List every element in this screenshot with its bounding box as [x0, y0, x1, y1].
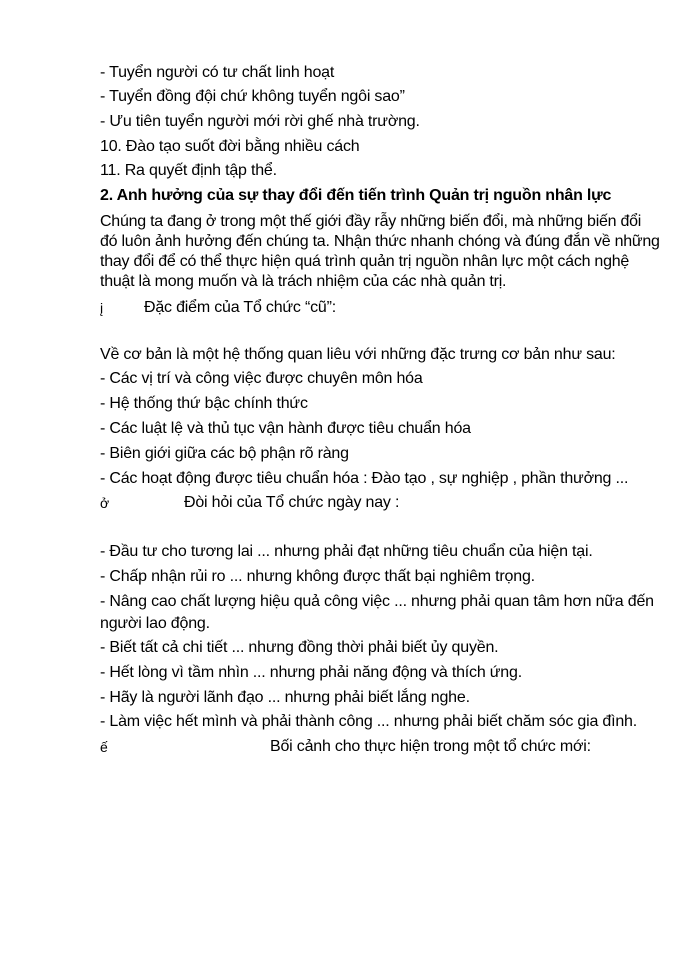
subsection-title: Đòi hỏi của Tổ chức ngày nay : [184, 494, 400, 511]
subsection-title: Đặc điểm của Tổ chức “cũ”: [144, 299, 336, 316]
list-item: - Tuyển đồng đội chứ không tuyển ngôi sao” [100, 88, 405, 105]
subsection-title: Bối cảnh cho thực hiện trong một tổ chức mới: [270, 738, 591, 755]
list-item: - Nâng cao chất lượng hiệu quả công việc ... nhưng phải quan tâm hơn nữa đến [100, 593, 654, 610]
list-item: - Biên giới giữa các bộ phận rõ ràng [100, 445, 349, 462]
bullet-marker-icon: ở [100, 495, 110, 511]
paragraph-line: thay đổi để có thể thực hiện quá trình quản trị nguồn nhân lực một cách nghệ [100, 253, 630, 270]
list-item: - Làm việc hết mình và phải thành công ... nhưng phải biết chăm sóc gia đình. [100, 713, 637, 730]
section-heading: 2. Anh hưởng của sự thay đổi đến tiến trình Quản trị nguồn nhân lực [100, 187, 612, 204]
list-item: - Hệ thống thứ bậc chính thức [100, 395, 308, 412]
list-item: - Hãy là người lãnh đạo ... nhưng phải biết lắng nghe. [100, 689, 470, 706]
list-item: - Các hoạt động được tiêu chuẩn hóa : Đào tạo , sự nghiệp , phần thưởng ... [100, 470, 629, 487]
intro-paragraph [100, 212, 700, 292]
list-item: - Ưu tiên tuyển người mới rời ghế nhà trường. [100, 113, 420, 130]
list-item-continuation: người lao động. [100, 615, 210, 632]
bullet-marker-icon: ế [100, 739, 108, 755]
paragraph-line: thuật là mong muốn và là trách nhiệm của các nhà quản trị. [100, 273, 507, 290]
paragraph-line: Chúng ta đang ở trong một thế giới đầy rẫy những biến đổi, mà những biến đổi [100, 213, 642, 230]
bullet-marker-icon: į [100, 300, 104, 316]
numbered-item: 10. Đào tạo suốt đời bằng nhiều cách [100, 138, 360, 155]
list-item: - Tuyển người có tư chất linh hoạt [100, 64, 335, 81]
list-item: - Các luật lệ và thủ tục vận hành được tiêu chuẩn hóa [100, 420, 471, 437]
subsection-intro: Về cơ bản là một hệ thống quan liêu với những đặc trưng cơ bản như sau: [100, 346, 616, 363]
list-item: - Chấp nhận rủi ro ... nhưng không được thất bại nghiêm trọng. [100, 568, 535, 585]
list-item: - Các vị trí và công việc được chuyên môn hóa [100, 370, 423, 387]
numbered-item: 11. Ra quyết định tập thể. [100, 162, 277, 179]
list-item: - Đầu tư cho tương lai ... nhưng phải đạt những tiêu chuẩn của hiện tại. [100, 543, 593, 560]
list-item: - Biết tất cả chi tiết ... nhưng đồng thời phải biết ủy quyền. [100, 639, 499, 656]
list-item: - Hết lòng vì tầm nhìn ... nhưng phải năng động và thích ứng. [100, 664, 522, 681]
paragraph-line: đó luôn ảnh hưởng đến chúng ta. Nhận thức nhanh chóng và đúng đắn về những [100, 233, 660, 250]
